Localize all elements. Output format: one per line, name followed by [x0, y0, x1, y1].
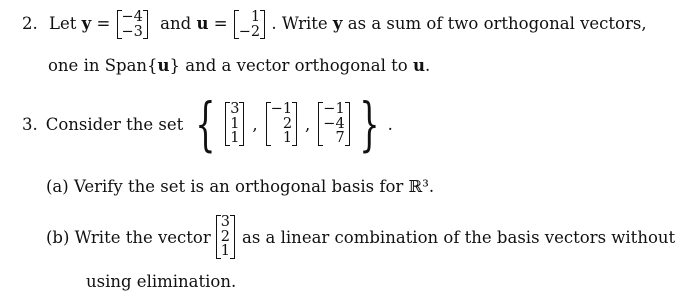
part-b-prefix: (b) Write the vector — [46, 227, 211, 247]
part-b-line-2 — [86, 272, 236, 291]
part-b-suffix: as a linear combination of the basis vectors without — [242, 227, 676, 247]
equals-sign: = — [96, 14, 111, 33]
equals-sign: = — [213, 14, 228, 33]
part-b-line-1 — [46, 205, 675, 269]
vector-entry: 1 — [220, 243, 230, 260]
consider-text: Consider the set — [45, 114, 184, 134]
vector-entry: 2 — [220, 228, 230, 245]
basis-vector-2 — [266, 102, 297, 146]
part-a-text: (a) Verify the set is an orthogonal basis for ℝ³. — [46, 177, 435, 196]
vector-entry: 7 — [335, 130, 345, 147]
orthogonal-text: } and a vector orthogonal to — [169, 56, 408, 75]
problem-2-line-2 — [48, 56, 430, 75]
u-vector-entry: −2 — [238, 23, 261, 40]
vector-entry: 1 — [230, 115, 240, 132]
vector-entry: −4 — [323, 115, 345, 132]
let-word: Let — [49, 14, 77, 33]
period: . — [424, 56, 431, 75]
u-vector — [234, 10, 265, 39]
vector-entry: 3 — [230, 101, 240, 118]
target-vector — [216, 215, 235, 259]
sum-text: as a sum of two orthogonal vectors, — [347, 14, 647, 33]
right-brace: } — [358, 90, 380, 158]
part-b-line-2-text: using elimination. — [86, 272, 237, 291]
y-symbol: y — [332, 14, 343, 33]
u-symbol: u — [412, 56, 425, 75]
problem-number: 2. — [22, 14, 38, 33]
basis-vector-3 — [318, 102, 349, 146]
span-text: one in Span{ — [48, 56, 158, 75]
u-symbol: u — [196, 14, 209, 33]
vector-entry: −1 — [270, 101, 293, 118]
write-text: . Write — [271, 14, 328, 33]
y-vector-entry: −4 — [121, 9, 143, 25]
y-symbol: y — [81, 14, 92, 33]
u-vector-entry: 1 — [250, 9, 261, 25]
and-word: and — [160, 14, 192, 33]
comma: , — [305, 114, 311, 134]
problem-2-line-1 — [22, 10, 647, 39]
vector-entry: 2 — [282, 115, 293, 132]
problem-3-line-1 — [22, 88, 393, 160]
comma: , — [252, 114, 258, 134]
period: . — [387, 114, 393, 134]
part-a — [46, 177, 434, 196]
vector-entry: 3 — [220, 214, 230, 231]
vector-entry: −1 — [323, 101, 345, 118]
vector-entry: 1 — [282, 130, 293, 147]
u-symbol: u — [157, 56, 170, 75]
y-vector — [117, 10, 148, 39]
y-vector-entry: −3 — [121, 23, 143, 40]
basis-vector-1 — [225, 102, 244, 146]
left-brace: { — [195, 90, 216, 158]
problem-number: 3. — [22, 114, 38, 134]
vector-entry: 1 — [230, 130, 240, 147]
